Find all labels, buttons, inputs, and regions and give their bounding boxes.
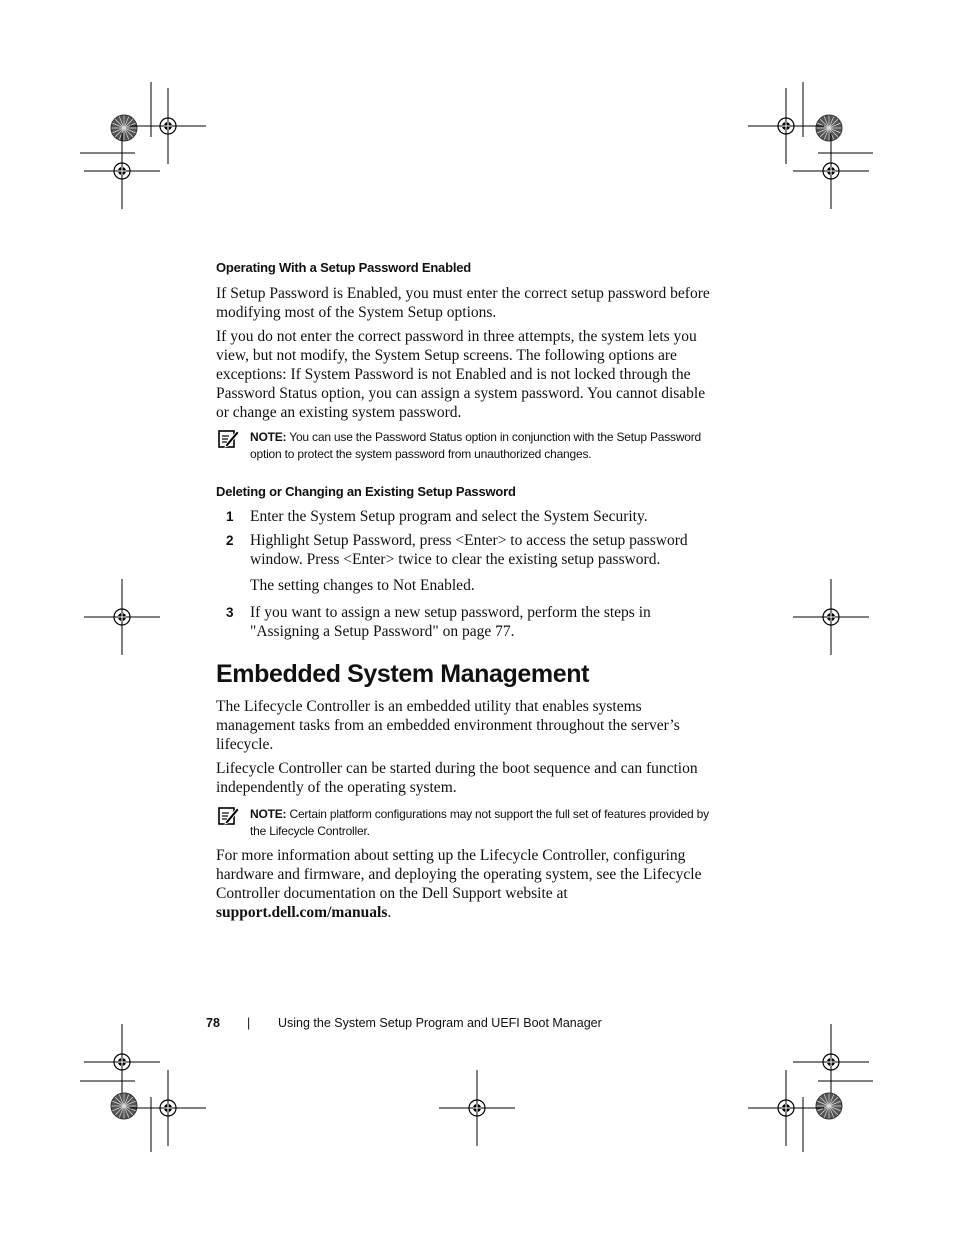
registration-mark-icon — [439, 1070, 515, 1146]
pencil-note-icon — [218, 806, 240, 826]
pencil-note-icon — [218, 429, 240, 449]
chapter-heading-embedded-system-management: Embedded System Management — [216, 660, 590, 688]
registration-mark-icon — [793, 1024, 869, 1100]
step-number: 3 — [226, 605, 234, 620]
registration-mark-icon — [793, 133, 869, 209]
step-number: 2 — [226, 533, 234, 548]
paragraph-more-information: For more information about setting up the Lifecycle Controller, configuring hardware and firmware, and deploying the operating system, see the Lifecycle Controller documentation on the Dell Support website at support.dell.com/manuals. — [216, 847, 702, 921]
registration-mark-icon — [793, 579, 869, 655]
section-heading-deleting-password: Deleting or Changing an Existing Setup Password — [216, 484, 516, 499]
section-heading-setup-password-enabled: Operating With a Setup Password Enabled — [216, 260, 472, 275]
color-target-icon — [111, 1093, 137, 1119]
footer-separator: | — [247, 1016, 251, 1030]
step-1-text: Enter the System Setup program and select the System Security. — [250, 508, 648, 525]
step-2-result: The setting changes to Not Enabled. — [250, 577, 475, 594]
registration-mark-icon — [748, 88, 824, 164]
paragraph-password-attempts: If you do not enter the correct password in three attempts, the system lets you view, but not modify, the System Setup screens. The following options are exceptions: If System Password is not Enabled and is not locked through the Password Status option, you can assign a system password. You cannot disable or change an existing system password. — [216, 328, 706, 421]
registration-mark-icon — [130, 1070, 206, 1146]
step-number: 1 — [226, 509, 234, 524]
footer-chapter-title: Using the System Setup Program and UEFI Boot Manager — [278, 1016, 602, 1030]
registration-mark-icon — [84, 1024, 160, 1100]
note-password-status: NOTE: You can use the Password Status option in conjunction with the Setup Password option to protect the system password from unauthorized changes. — [250, 430, 702, 461]
color-target-icon — [816, 115, 842, 141]
page-number: 78 — [206, 1016, 220, 1030]
registration-mark-icon — [84, 579, 160, 655]
registration-mark-icon — [748, 1070, 824, 1146]
registration-mark-icon — [84, 133, 160, 209]
paragraph-lifecycle-boot: Lifecycle Controller can be started during the boot sequence and can function independently of the operating system. — [216, 760, 698, 796]
note-platform-configurations: NOTE: Certain platform configurations may not support the full set of features provided by the Lifecycle Controller. — [250, 807, 709, 838]
registration-mark-icon — [130, 88, 206, 164]
color-target-icon — [111, 115, 137, 141]
step-2-text: Highlight Setup Password, press <Enter> to access the setup password window. Press <Enter> twice to clear the existing setup password. — [250, 532, 688, 568]
paragraph-lifecycle-controller: The Lifecycle Controller is an embedded utility that enables systems management tasks from an embedded environment throughout the server’s lifecycle. — [216, 698, 680, 753]
support-link[interactable]: support.dell.com/manuals — [216, 904, 388, 921]
paragraph-setup-password-enabled: If Setup Password is Enabled, you must enter the correct setup password before modifying most of the System Setup options. — [216, 285, 710, 321]
color-target-icon — [816, 1093, 842, 1119]
step-3-text: If you want to assign a new setup password, perform the steps in "Assigning a Setup Password" on page 77. — [250, 604, 651, 640]
